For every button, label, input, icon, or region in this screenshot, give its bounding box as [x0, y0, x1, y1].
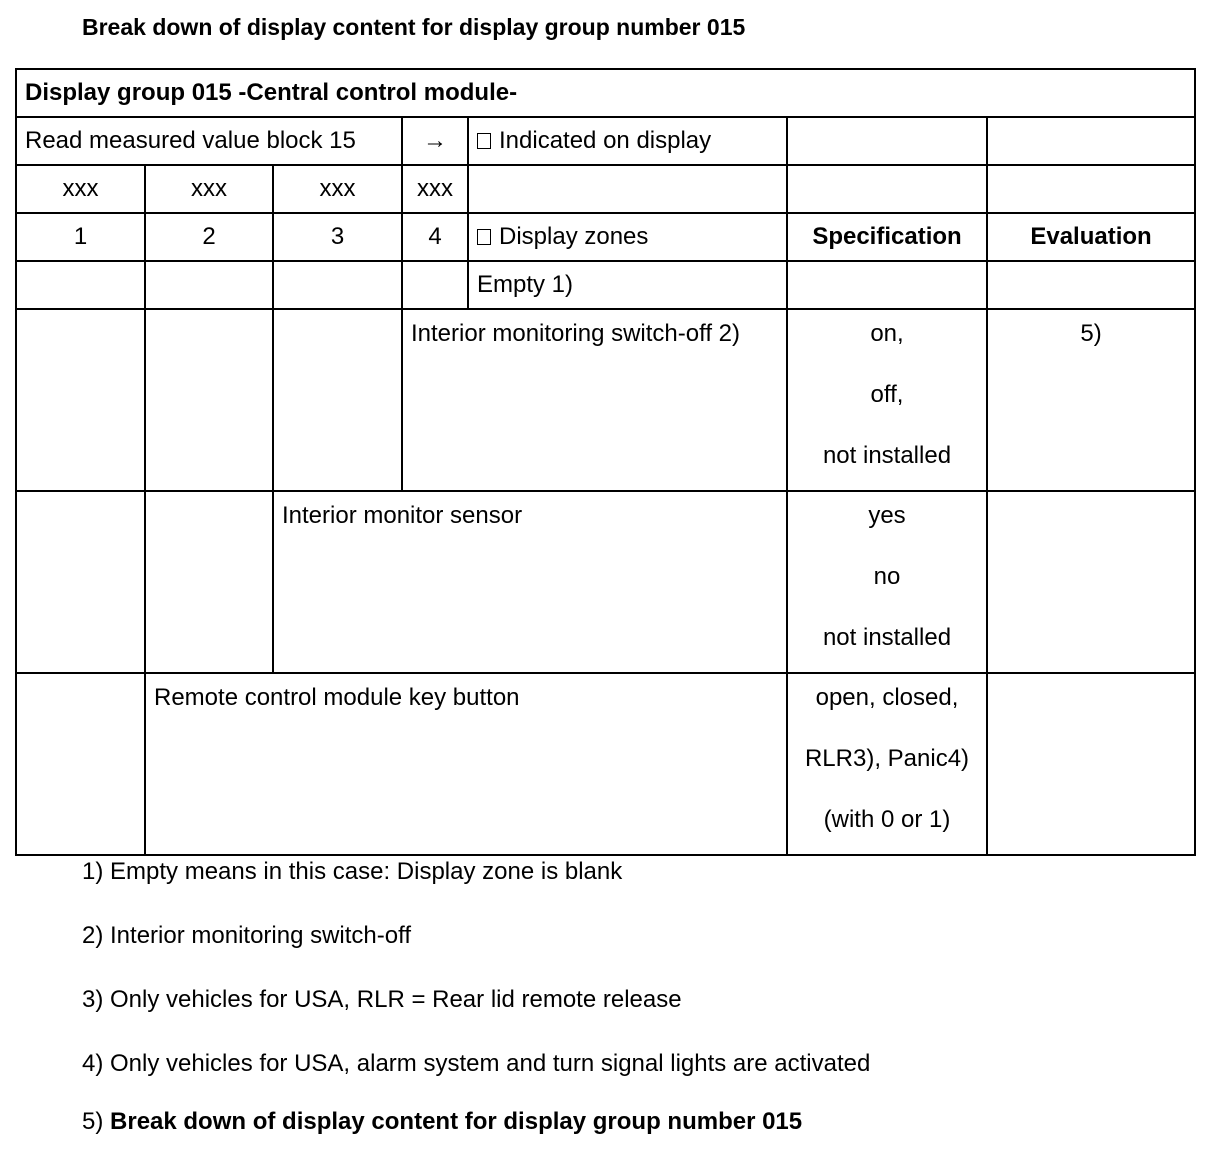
empty-cell — [145, 261, 273, 309]
remote-key-label: Remote control module key button — [145, 673, 787, 855]
arrow-cell: → — [402, 117, 468, 165]
footnote-text: Empty means in this case: Display zone is blank — [110, 858, 623, 885]
table-row-remote-key — [16, 673, 1195, 855]
footnote-3 — [82, 986, 682, 1014]
empty-cell — [787, 165, 987, 213]
checkbox-square-icon — [477, 133, 491, 149]
interior-switch-spec — [787, 309, 987, 491]
empty-cell — [16, 261, 145, 309]
footnote-5 — [82, 1108, 802, 1136]
footnote-number: 2) — [82, 922, 104, 949]
table-title: Display group 015 -Central control module- — [16, 69, 1195, 117]
empty-cell — [273, 261, 402, 309]
table-row-fields — [16, 165, 1195, 213]
footnote-1 — [82, 858, 622, 886]
spec-value: open, closed, — [815, 684, 959, 711]
spec-value: yes — [868, 502, 906, 529]
empty-cell — [16, 673, 145, 855]
spec-value: not installed — [822, 442, 952, 469]
spec-value: no — [873, 563, 901, 590]
interior-switch-label: Interior monitoring switch-off 2) — [402, 309, 787, 491]
empty-cell — [16, 491, 145, 673]
spec-value: on, — [870, 320, 904, 347]
footnote-text: Only vehicles for USA, alarm system and turn signal lights are activated — [110, 1050, 871, 1077]
empty-cell — [787, 117, 987, 165]
empty-zone-label: Empty 1) — [468, 261, 787, 309]
remote-key-spec — [787, 673, 987, 855]
indicated-cell — [468, 117, 787, 165]
spec-value: (with 0 or 1) — [823, 806, 951, 833]
empty-cell — [787, 261, 987, 309]
number-1: 1 — [16, 213, 145, 261]
evaluation-header: Evaluation — [987, 213, 1195, 261]
table-row-title — [16, 69, 1195, 117]
empty-cell — [987, 673, 1195, 855]
field-3: xxx — [273, 165, 402, 213]
spec-value: RLR3), Panic4) — [804, 745, 970, 772]
table-row-read-block — [16, 117, 1195, 165]
spec-value: off, — [870, 381, 904, 408]
table-row-empty — [16, 261, 1195, 309]
display-zones-cell — [468, 213, 787, 261]
specification-header: Specification — [787, 213, 987, 261]
number-2: 2 — [145, 213, 273, 261]
field-1: xxx — [16, 165, 145, 213]
empty-cell — [987, 117, 1195, 165]
footnote-text: Break down of display content for display group number 015 — [110, 1108, 803, 1135]
checkbox-square-icon — [477, 229, 491, 245]
footnote-2 — [82, 922, 411, 950]
footnote-number: 1) — [82, 858, 104, 885]
empty-cell — [987, 165, 1195, 213]
empty-cell — [402, 261, 468, 309]
table-row-numbers — [16, 213, 1195, 261]
interior-sensor-label: Interior monitor sensor — [273, 491, 787, 673]
empty-cell — [273, 309, 402, 491]
empty-cell — [987, 261, 1195, 309]
number-4: 4 — [402, 213, 468, 261]
empty-cell — [987, 491, 1195, 673]
footnote-4 — [82, 1050, 870, 1078]
display-zones-label: Display zones — [499, 223, 649, 250]
table-row-interior-sensor — [16, 491, 1195, 673]
spec-value: not installed — [822, 624, 952, 651]
empty-cell — [16, 309, 145, 491]
empty-cell — [145, 491, 273, 673]
indicated-label: Indicated on display — [499, 127, 712, 154]
page-title: Break down of display content for display group number 015 — [82, 14, 746, 40]
footnote-text: Interior monitoring switch-off — [110, 922, 412, 949]
footnote-number: 5) — [82, 1108, 104, 1135]
interior-sensor-spec — [787, 491, 987, 673]
footnote-number: 4) — [82, 1050, 104, 1077]
field-4: xxx — [402, 165, 468, 213]
footnote-text: Only vehicles for USA, RLR = Rear lid remote release — [110, 986, 682, 1013]
footnote-number: 3) — [82, 986, 104, 1013]
number-3: 3 — [273, 213, 402, 261]
empty-cell — [145, 309, 273, 491]
display-group-table — [15, 68, 1196, 856]
interior-switch-evaluation: 5) — [987, 309, 1195, 491]
table-row-interior-switch — [16, 309, 1195, 491]
read-block-label: Read measured value block 15 — [16, 117, 402, 165]
field-2: xxx — [145, 165, 273, 213]
empty-cell — [468, 165, 787, 213]
